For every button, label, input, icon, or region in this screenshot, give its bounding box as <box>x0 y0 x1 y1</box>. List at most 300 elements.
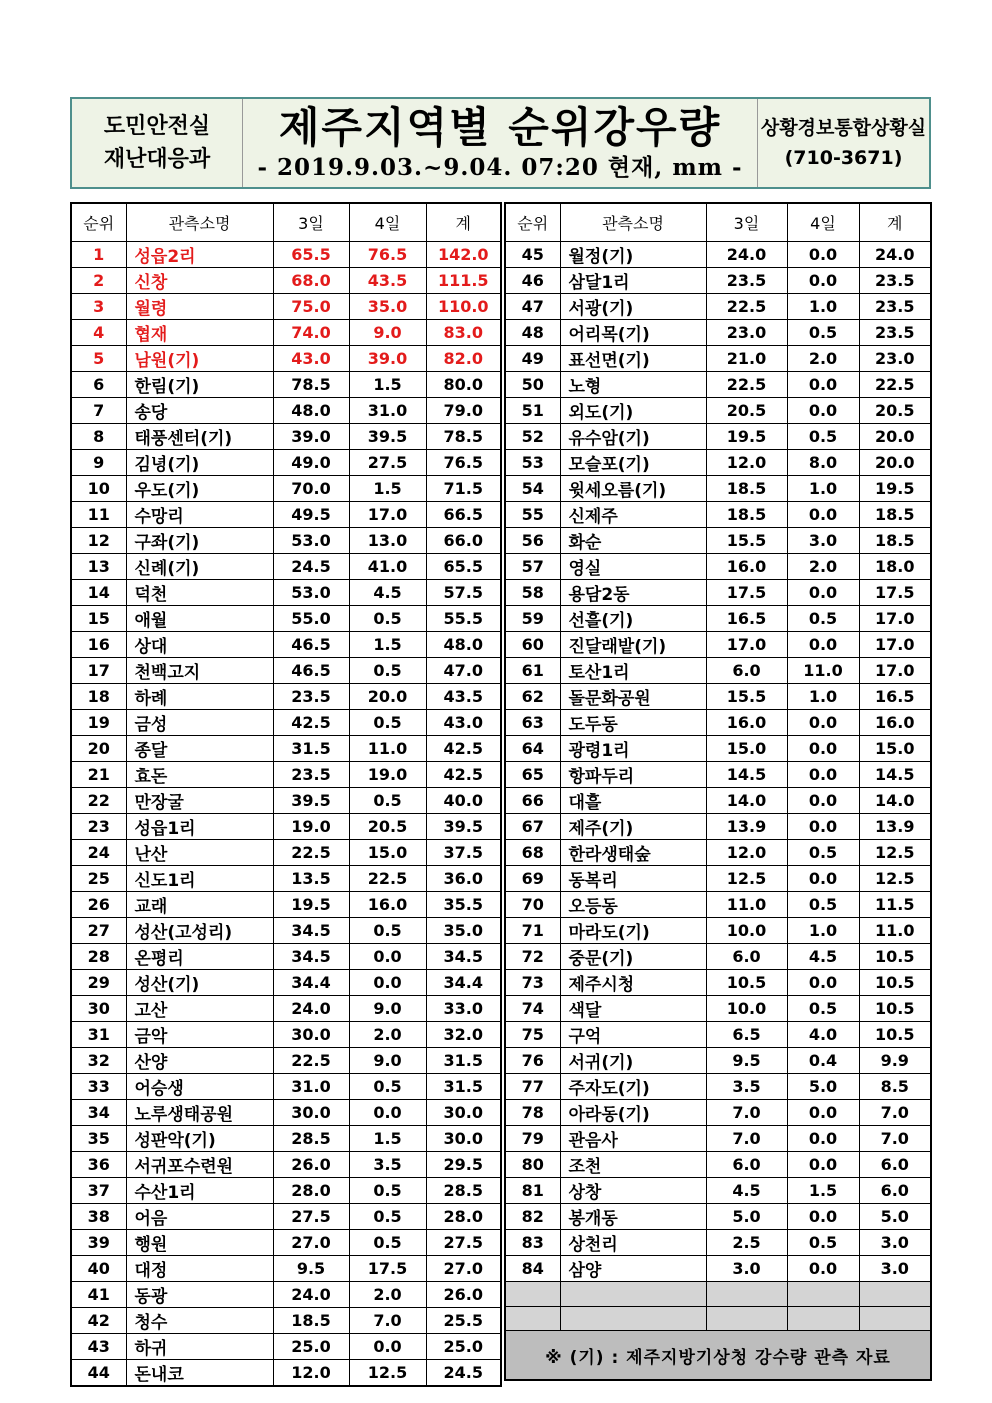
rank-cell: 42 <box>71 1308 126 1334</box>
table-row <box>71 606 501 632</box>
rank-cell: 81 <box>505 1178 560 1204</box>
day3-cell: 22.5 <box>706 372 787 398</box>
table-row <box>505 294 931 320</box>
total-cell: 27.5 <box>426 1230 501 1256</box>
day3-cell: 39.5 <box>273 788 349 814</box>
rank-cell: 22 <box>71 788 126 814</box>
day4-cell: 0.0 <box>787 268 859 294</box>
day4-cell: 2.0 <box>349 1282 426 1308</box>
rank-cell: 17 <box>71 658 126 684</box>
table-row <box>71 424 501 450</box>
table-row <box>71 970 501 996</box>
total-cell: 18.5 <box>859 528 931 554</box>
table-row <box>505 606 931 632</box>
day3-cell: 49.5 <box>273 502 349 528</box>
rank-cell: 74 <box>505 996 560 1022</box>
rank-cell: 27 <box>71 918 126 944</box>
total-cell: 24.5 <box>426 1360 501 1387</box>
col-station: 관측소명 <box>126 203 273 242</box>
table-row <box>505 658 931 684</box>
station-name-cell: 마라도(기) <box>560 918 706 944</box>
table-row <box>71 1256 501 1282</box>
total-cell: 16.0 <box>859 710 931 736</box>
total-cell: 28.5 <box>426 1178 501 1204</box>
department-block <box>72 99 243 187</box>
rank-cell: 83 <box>505 1230 560 1256</box>
total-cell: 55.5 <box>426 606 501 632</box>
station-name-cell: 성산(고성리) <box>126 918 273 944</box>
day4-cell: 0.0 <box>349 1100 426 1126</box>
table-row <box>71 346 501 372</box>
day3-cell: 23.5 <box>273 762 349 788</box>
station-name-cell: 효돈 <box>126 762 273 788</box>
day4-cell: 0.5 <box>349 1074 426 1100</box>
col-day4: 4일 <box>349 203 426 242</box>
table-row <box>505 866 931 892</box>
table-row <box>71 398 501 424</box>
rank-cell: 75 <box>505 1022 560 1048</box>
day4-cell: 0.4 <box>787 1048 859 1074</box>
day3-cell: 30.0 <box>273 1022 349 1048</box>
day3-cell: 70.0 <box>273 476 349 502</box>
office-block <box>758 99 929 187</box>
total-cell: 25.0 <box>426 1334 501 1360</box>
rank-cell: 55 <box>505 502 560 528</box>
station-name-cell: 봉개동 <box>560 1204 706 1230</box>
table-row <box>505 1022 931 1048</box>
station-name-cell: 하귀 <box>126 1334 273 1360</box>
table-row <box>505 320 931 346</box>
total-cell: 23.5 <box>859 268 931 294</box>
station-name-cell: 색달 <box>560 996 706 1022</box>
rank-cell: 49 <box>505 346 560 372</box>
station-name-cell: 삼달1리 <box>560 268 706 294</box>
rainfall-table-left <box>70 202 502 1387</box>
table-row <box>505 996 931 1022</box>
total-cell: 57.5 <box>426 580 501 606</box>
rank-cell: 28 <box>71 944 126 970</box>
day4-cell: 0.0 <box>787 970 859 996</box>
table-row <box>71 580 501 606</box>
rank-cell: 3 <box>71 294 126 320</box>
day3-cell: 46.5 <box>273 632 349 658</box>
total-cell: 30.0 <box>426 1126 501 1152</box>
total-cell: 10.5 <box>859 970 931 996</box>
day4-cell: 1.5 <box>349 476 426 502</box>
total-cell: 9.9 <box>859 1048 931 1074</box>
rank-cell: 63 <box>505 710 560 736</box>
station-name-cell: 한림(기) <box>126 372 273 398</box>
rank-cell: 25 <box>71 866 126 892</box>
table-row <box>505 684 931 710</box>
day4-cell: 0.0 <box>787 788 859 814</box>
day4-cell: 0.0 <box>787 762 859 788</box>
rank-cell: 31 <box>71 1022 126 1048</box>
table-row <box>71 996 501 1022</box>
station-name-cell: 조천 <box>560 1152 706 1178</box>
total-cell: 79.0 <box>426 398 501 424</box>
rank-cell: 44 <box>71 1360 126 1387</box>
station-name-cell: 월령 <box>126 294 273 320</box>
table-body-left <box>71 242 501 1387</box>
table-row <box>505 1126 931 1152</box>
table-row <box>71 1360 501 1387</box>
day4-cell: 0.5 <box>787 892 859 918</box>
table-row <box>505 346 931 372</box>
day4-cell: 0.0 <box>787 580 859 606</box>
day4-cell: 0.5 <box>349 1204 426 1230</box>
day3-cell: 25.0 <box>273 1334 349 1360</box>
station-name-cell: 삼양 <box>560 1256 706 1282</box>
col-rank: 순위 <box>71 203 126 242</box>
rank-cell: 9 <box>71 450 126 476</box>
table-row <box>71 1282 501 1308</box>
rank-cell: 13 <box>71 554 126 580</box>
day4-cell: 12.5 <box>349 1360 426 1387</box>
rank-cell: 20 <box>71 736 126 762</box>
total-cell: 83.0 <box>426 320 501 346</box>
total-cell: 16.5 <box>859 684 931 710</box>
day3-cell: 24.5 <box>273 554 349 580</box>
table-row <box>71 892 501 918</box>
table-row <box>505 372 931 398</box>
station-name-cell: 표선면(기) <box>560 346 706 372</box>
day3-cell: 22.5 <box>273 1048 349 1074</box>
total-cell: 23.0 <box>859 346 931 372</box>
day4-cell: 8.0 <box>787 450 859 476</box>
station-name-cell: 상창 <box>560 1178 706 1204</box>
rank-cell: 33 <box>71 1074 126 1100</box>
station-name-cell: 김녕(기) <box>126 450 273 476</box>
station-name-cell: 오등동 <box>560 892 706 918</box>
table-row <box>71 1230 501 1256</box>
station-name-cell: 윗세오름(기) <box>560 476 706 502</box>
station-name-cell: 덕천 <box>126 580 273 606</box>
day3-cell: 12.0 <box>273 1360 349 1387</box>
station-name-cell: 상대 <box>126 632 273 658</box>
total-cell: 30.0 <box>426 1100 501 1126</box>
total-cell: 40.0 <box>426 788 501 814</box>
table-row <box>71 1126 501 1152</box>
day4-cell: 11.0 <box>787 658 859 684</box>
day3-cell: 16.5 <box>706 606 787 632</box>
station-name-cell: 행원 <box>126 1230 273 1256</box>
total-cell: 24.0 <box>859 242 931 268</box>
office-line2: (710-3671) <box>784 147 903 169</box>
day3-cell: 23.5 <box>706 268 787 294</box>
station-name-cell: 구좌(기) <box>126 528 273 554</box>
day4-cell: 2.0 <box>349 1022 426 1048</box>
day4-cell: 19.0 <box>349 762 426 788</box>
station-name-cell: 수망리 <box>126 502 273 528</box>
day3-cell: 74.0 <box>273 320 349 346</box>
table-row <box>71 658 501 684</box>
rank-cell: 35 <box>71 1126 126 1152</box>
table-row <box>71 1178 501 1204</box>
table-row <box>71 1048 501 1074</box>
day3-cell: 22.5 <box>273 840 349 866</box>
day3-cell: 2.5 <box>706 1230 787 1256</box>
rank-cell: 34 <box>71 1100 126 1126</box>
station-name-cell: 관음사 <box>560 1126 706 1152</box>
day3-cell: 46.5 <box>273 658 349 684</box>
table-row <box>505 242 931 268</box>
station-name-cell: 신제주 <box>560 502 706 528</box>
day3-cell: 14.0 <box>706 788 787 814</box>
total-cell: 17.0 <box>859 632 931 658</box>
total-cell: 82.0 <box>426 346 501 372</box>
table-row <box>505 788 931 814</box>
table-row <box>505 424 931 450</box>
station-name-cell: 청수 <box>126 1308 273 1334</box>
day4-cell: 2.0 <box>787 346 859 372</box>
day3-cell: 65.5 <box>273 242 349 268</box>
station-name-cell: 어리목(기) <box>560 320 706 346</box>
table-row <box>505 476 931 502</box>
table-row <box>71 632 501 658</box>
total-cell: 110.0 <box>426 294 501 320</box>
total-cell: 35.0 <box>426 918 501 944</box>
table-row <box>71 736 501 762</box>
total-cell: 37.5 <box>426 840 501 866</box>
station-name-cell: 성읍2리 <box>126 242 273 268</box>
station-name-cell: 선흘(기) <box>560 606 706 632</box>
rank-cell: 70 <box>505 892 560 918</box>
day3-cell: 15.5 <box>706 684 787 710</box>
rank-cell: 51 <box>505 398 560 424</box>
rank-cell: 24 <box>71 840 126 866</box>
total-cell: 32.0 <box>426 1022 501 1048</box>
station-name-cell: 노루생태공원 <box>126 1100 273 1126</box>
table-row <box>505 1152 931 1178</box>
day4-cell: 0.5 <box>787 606 859 632</box>
total-cell: 17.5 <box>859 580 931 606</box>
table-row <box>71 684 501 710</box>
day4-cell: 31.0 <box>349 398 426 424</box>
day3-cell: 6.0 <box>706 1152 787 1178</box>
total-cell: 23.5 <box>859 320 931 346</box>
rank-cell: 4 <box>71 320 126 346</box>
day4-cell: 0.0 <box>787 866 859 892</box>
department-line2: 재난대응과 <box>103 147 211 172</box>
day3-cell: 19.5 <box>273 892 349 918</box>
station-name-cell: 우도(기) <box>126 476 273 502</box>
rank-cell: 8 <box>71 424 126 450</box>
day3-cell: 68.0 <box>273 268 349 294</box>
day3-cell: 27.0 <box>273 1230 349 1256</box>
day4-cell: 43.5 <box>349 268 426 294</box>
station-name-cell: 도두동 <box>560 710 706 736</box>
day3-cell: 17.5 <box>706 580 787 606</box>
rank-cell: 14 <box>71 580 126 606</box>
total-cell: 7.0 <box>859 1100 931 1126</box>
total-cell: 71.5 <box>426 476 501 502</box>
rank-cell: 77 <box>505 1074 560 1100</box>
table-row <box>505 814 931 840</box>
rank-cell: 23 <box>71 814 126 840</box>
day3-cell: 22.5 <box>706 294 787 320</box>
rank-cell: 32 <box>71 1048 126 1074</box>
total-cell: 10.5 <box>859 944 931 970</box>
rank-cell: 41 <box>71 1282 126 1308</box>
total-cell: 23.5 <box>859 294 931 320</box>
table-row <box>505 710 931 736</box>
table-row <box>505 918 931 944</box>
col-day4: 4일 <box>787 203 859 242</box>
day4-cell: 41.0 <box>349 554 426 580</box>
day4-cell: 0.0 <box>787 1100 859 1126</box>
total-cell: 5.0 <box>859 1204 931 1230</box>
day3-cell: 18.5 <box>273 1308 349 1334</box>
rank-cell: 15 <box>71 606 126 632</box>
total-cell: 42.5 <box>426 736 501 762</box>
day4-cell: 1.0 <box>787 294 859 320</box>
day3-cell: 6.5 <box>706 1022 787 1048</box>
table-row <box>71 1308 501 1334</box>
total-cell: 47.0 <box>426 658 501 684</box>
day4-cell: 0.0 <box>787 1126 859 1152</box>
table-row <box>71 528 501 554</box>
table-row <box>505 970 931 996</box>
day4-cell: 1.5 <box>349 372 426 398</box>
day3-cell: 27.5 <box>273 1204 349 1230</box>
day3-cell: 55.0 <box>273 606 349 632</box>
page-subtitle: - 2019.9.03.~9.04. 07:20 현재, mm - <box>257 154 743 181</box>
station-name-cell: 화순 <box>560 528 706 554</box>
table-row <box>505 1048 931 1074</box>
table-row <box>71 502 501 528</box>
station-name-cell: 서광(기) <box>560 294 706 320</box>
rank-cell: 26 <box>71 892 126 918</box>
station-name-cell: 용담2동 <box>560 580 706 606</box>
table-row <box>71 242 501 268</box>
station-name-cell: 구억 <box>560 1022 706 1048</box>
day4-cell: 4.5 <box>787 944 859 970</box>
col-day3: 3일 <box>273 203 349 242</box>
rank-cell: 72 <box>505 944 560 970</box>
total-cell: 20.0 <box>859 424 931 450</box>
total-cell: 11.5 <box>859 892 931 918</box>
day4-cell: 5.0 <box>787 1074 859 1100</box>
table-row <box>71 372 501 398</box>
table-row <box>505 398 931 424</box>
title-block <box>243 99 758 187</box>
station-name-cell: 모슬포(기) <box>560 450 706 476</box>
station-name-cell: 서귀(기) <box>560 1048 706 1074</box>
table-header-row <box>71 203 501 242</box>
rank-cell: 40 <box>71 1256 126 1282</box>
rank-cell: 59 <box>505 606 560 632</box>
station-name-cell: 종달 <box>126 736 273 762</box>
table-row <box>505 1230 931 1256</box>
day3-cell: 34.5 <box>273 918 349 944</box>
day4-cell: 0.0 <box>787 372 859 398</box>
rank-cell: 12 <box>71 528 126 554</box>
total-cell: 19.5 <box>859 476 931 502</box>
total-cell: 22.5 <box>859 372 931 398</box>
rank-cell: 57 <box>505 554 560 580</box>
total-cell: 18.0 <box>859 554 931 580</box>
station-name-cell: 어승생 <box>126 1074 273 1100</box>
office-line1: 상황경보통합상황실 <box>760 117 927 139</box>
station-name-cell: 성산(기) <box>126 970 273 996</box>
station-name-cell: 영실 <box>560 554 706 580</box>
rank-cell: 62 <box>505 684 560 710</box>
rank-cell: 68 <box>505 840 560 866</box>
day4-cell: 39.5 <box>349 424 426 450</box>
day4-cell: 0.0 <box>349 944 426 970</box>
day3-cell: 10.5 <box>706 970 787 996</box>
day3-cell: 20.5 <box>706 398 787 424</box>
station-name-cell: 아라동(기) <box>560 1100 706 1126</box>
day3-cell: 12.0 <box>706 450 787 476</box>
table-row <box>505 268 931 294</box>
total-cell: 34.4 <box>426 970 501 996</box>
day3-cell: 13.5 <box>273 866 349 892</box>
station-name-cell: 돌문화공원 <box>560 684 706 710</box>
station-name-cell: 애월 <box>126 606 273 632</box>
table-row <box>71 840 501 866</box>
rank-cell: 29 <box>71 970 126 996</box>
day3-cell: 19.0 <box>273 814 349 840</box>
total-cell: 65.5 <box>426 554 501 580</box>
total-cell: 43.5 <box>426 684 501 710</box>
rank-cell: 78 <box>505 1100 560 1126</box>
total-cell: 31.5 <box>426 1074 501 1100</box>
total-cell: 3.0 <box>859 1230 931 1256</box>
station-name-cell: 진달래밭(기) <box>560 632 706 658</box>
station-name-cell: 노형 <box>560 372 706 398</box>
table-row <box>505 892 931 918</box>
station-name-cell: 토산1리 <box>560 658 706 684</box>
day4-cell: 3.5 <box>349 1152 426 1178</box>
rank-cell: 80 <box>505 1152 560 1178</box>
day3-cell: 12.5 <box>706 866 787 892</box>
day4-cell: 0.0 <box>787 1256 859 1282</box>
day4-cell: 0.5 <box>349 1230 426 1256</box>
table-row <box>505 1256 931 1282</box>
rank-cell: 47 <box>505 294 560 320</box>
day4-cell: 0.5 <box>787 1230 859 1256</box>
rank-cell: 73 <box>505 970 560 996</box>
station-name-cell: 신례(기) <box>126 554 273 580</box>
station-name-cell: 천백고지 <box>126 658 273 684</box>
day3-cell: 9.5 <box>706 1048 787 1074</box>
rank-cell: 38 <box>71 1204 126 1230</box>
table-row <box>71 1074 501 1100</box>
total-cell: 26.0 <box>426 1282 501 1308</box>
total-cell: 28.0 <box>426 1204 501 1230</box>
day4-cell: 0.0 <box>787 710 859 736</box>
rank-cell: 82 <box>505 1204 560 1230</box>
rank-cell: 11 <box>71 502 126 528</box>
day4-cell: 35.0 <box>349 294 426 320</box>
total-cell: 142.0 <box>426 242 501 268</box>
table-row <box>71 1334 501 1360</box>
day4-cell: 9.0 <box>349 1048 426 1074</box>
table-row <box>71 710 501 736</box>
day3-cell: 78.5 <box>273 372 349 398</box>
day3-cell: 75.0 <box>273 294 349 320</box>
station-name-cell: 남원(기) <box>126 346 273 372</box>
station-name-cell: 협재 <box>126 320 273 346</box>
total-cell: 36.0 <box>426 866 501 892</box>
table-row <box>71 918 501 944</box>
station-name-cell: 서귀포수련원 <box>126 1152 273 1178</box>
total-cell: 12.5 <box>859 866 931 892</box>
day3-cell: 24.0 <box>273 996 349 1022</box>
day4-cell: 0.5 <box>349 1178 426 1204</box>
